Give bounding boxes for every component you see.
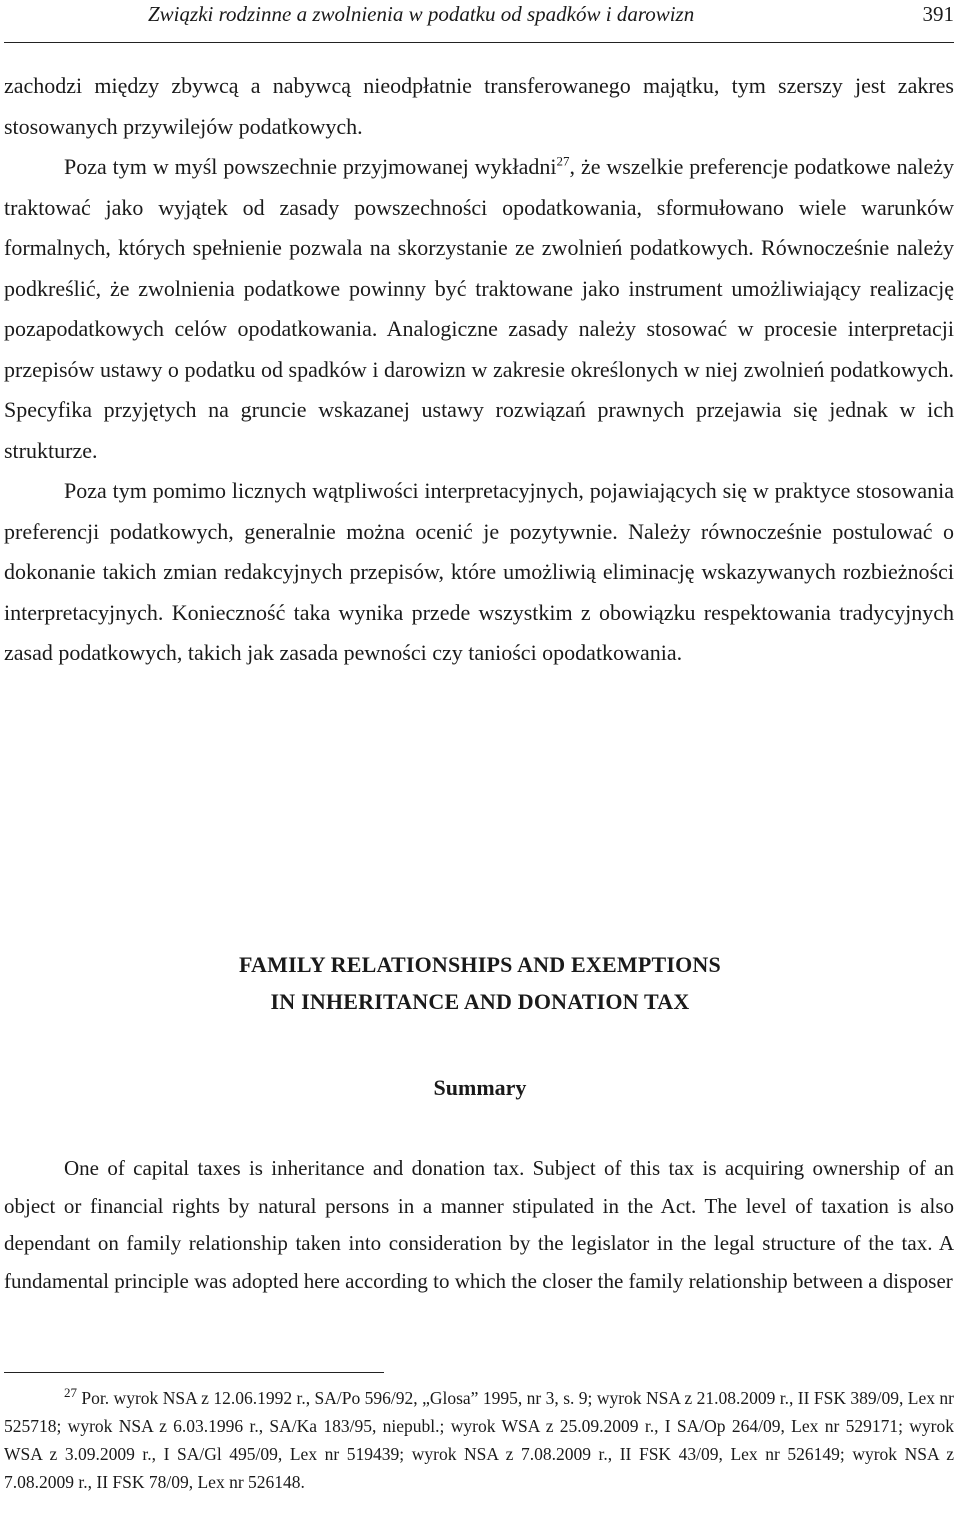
page-number: 391 (922, 2, 954, 26)
footnote-ref-27[interactable]: 27 (556, 153, 570, 169)
body-paragraph-2-rest: , że wszelkie preferencje podatkowe należy traktować jako wyjątek od zasady powszechności opodatkowania, sformułowano wiele warunków formalnych, których spełnienie pozwala na skorzystanie ze zwolnień podatkowych. Równocześnie należy podkreślić, że zwolnienia podatkowe powinny być traktowane jako instrument umożliwiający realizację pozapodatkowych celów opodatkowania. Analogiczne zasady należy stosować w procesie interpretacji przepisów ustawy o podatku od spadków i darowizn w zakresie określonych w niej zwolnień podatkowych. Specyfika przyjętych na gruncie wskazanej ustawy rozwiązań prawnych przejawia się jednak w ich strukturze. (4, 154, 954, 463)
footnote-27 (4, 1384, 954, 1496)
summary-title-line-1: FAMILY RELATIONSHIPS AND EXEMPTIONS (239, 952, 721, 977)
summary-text (4, 1150, 954, 1300)
header-rule (4, 42, 954, 43)
footnote-number-mark: 27 (64, 1385, 77, 1401)
body-paragraph-2 (4, 147, 954, 471)
footnote-rule (4, 1372, 384, 1373)
running-header (4, 0, 954, 44)
body-paragraph-3: Poza tym pomimo licznych wątpliwości interpretacyjnych, pojawiających się w praktyce stosowania preferencji podatkowych, generalnie można ocenić je pozytywnie. Należy równocześnie postulować o dokonanie takich zmian redakcyjnych przepisów, które umożliwią eliminację wskazywanych rozbieżności interpretacyjnych. Konieczność taka wynika przede wszystkim z obowiązku respektowania tradycyjnych zasad podatkowych, takich jak zasada pewności czy taniości opodatkowania. (4, 478, 954, 665)
body-paragraph-1: zachodzi między zbywcą a nabywcą nieodpłatnie transferowanego majątku, tym szerszy jest zakres stosowanych przywilejów podatkowych. (4, 73, 954, 139)
body-paragraph-2-start: Poza tym w myśl powszechnie przyjmowanej wykładni (64, 154, 557, 179)
summary-heading: Summary (433, 1075, 527, 1100)
summary-title (0, 946, 960, 1020)
running-header-title: Związki rodzinne a zwolnienia w podatku od spadków i darowizn (148, 2, 695, 26)
footnote-number (4, 1384, 77, 1412)
main-body (4, 66, 954, 674)
summary-title-line-2: IN INHERITANCE AND DONATION TAX (270, 989, 690, 1014)
summary-paragraph: One of capital taxes is inheritance and donation tax. Subject of this tax is acquiring ownership of an object or financial rights by natural persons in a manner stipulated in the Act. The level of taxation is also dependant on family relationship taken into consideration by the legislator in the legal structure of the tax. A fundamental principle was adopted here according to which the closer the family relationship between a disposer (4, 1156, 954, 1293)
footnote-text: Por. wyrok NSA z 12.06.1992 r., SA/Po 596/92, „Glosa” 1995, nr 3, s. 9; wyrok NSA z 21.08.2009 r., II FSK 389/09, Lex nr 525718; wyrok NSA z 6.03.1996 r., SA/Ka 183/95, niepubl.; wyrok WSA z 25.09.2009 r., I SA/Op 264/09, Lex nr 529171; wyrok WSA z 3.09.2009 r., I SA/Gl 495/09, Lex nr 519439; wyrok NSA z 7.08.2009 r., II FSK 43/09, Lex nr 526149; wyrok NSA z 7.08.2009 r., II FSK 78/09, Lex nr 526148. (4, 1388, 955, 1492)
